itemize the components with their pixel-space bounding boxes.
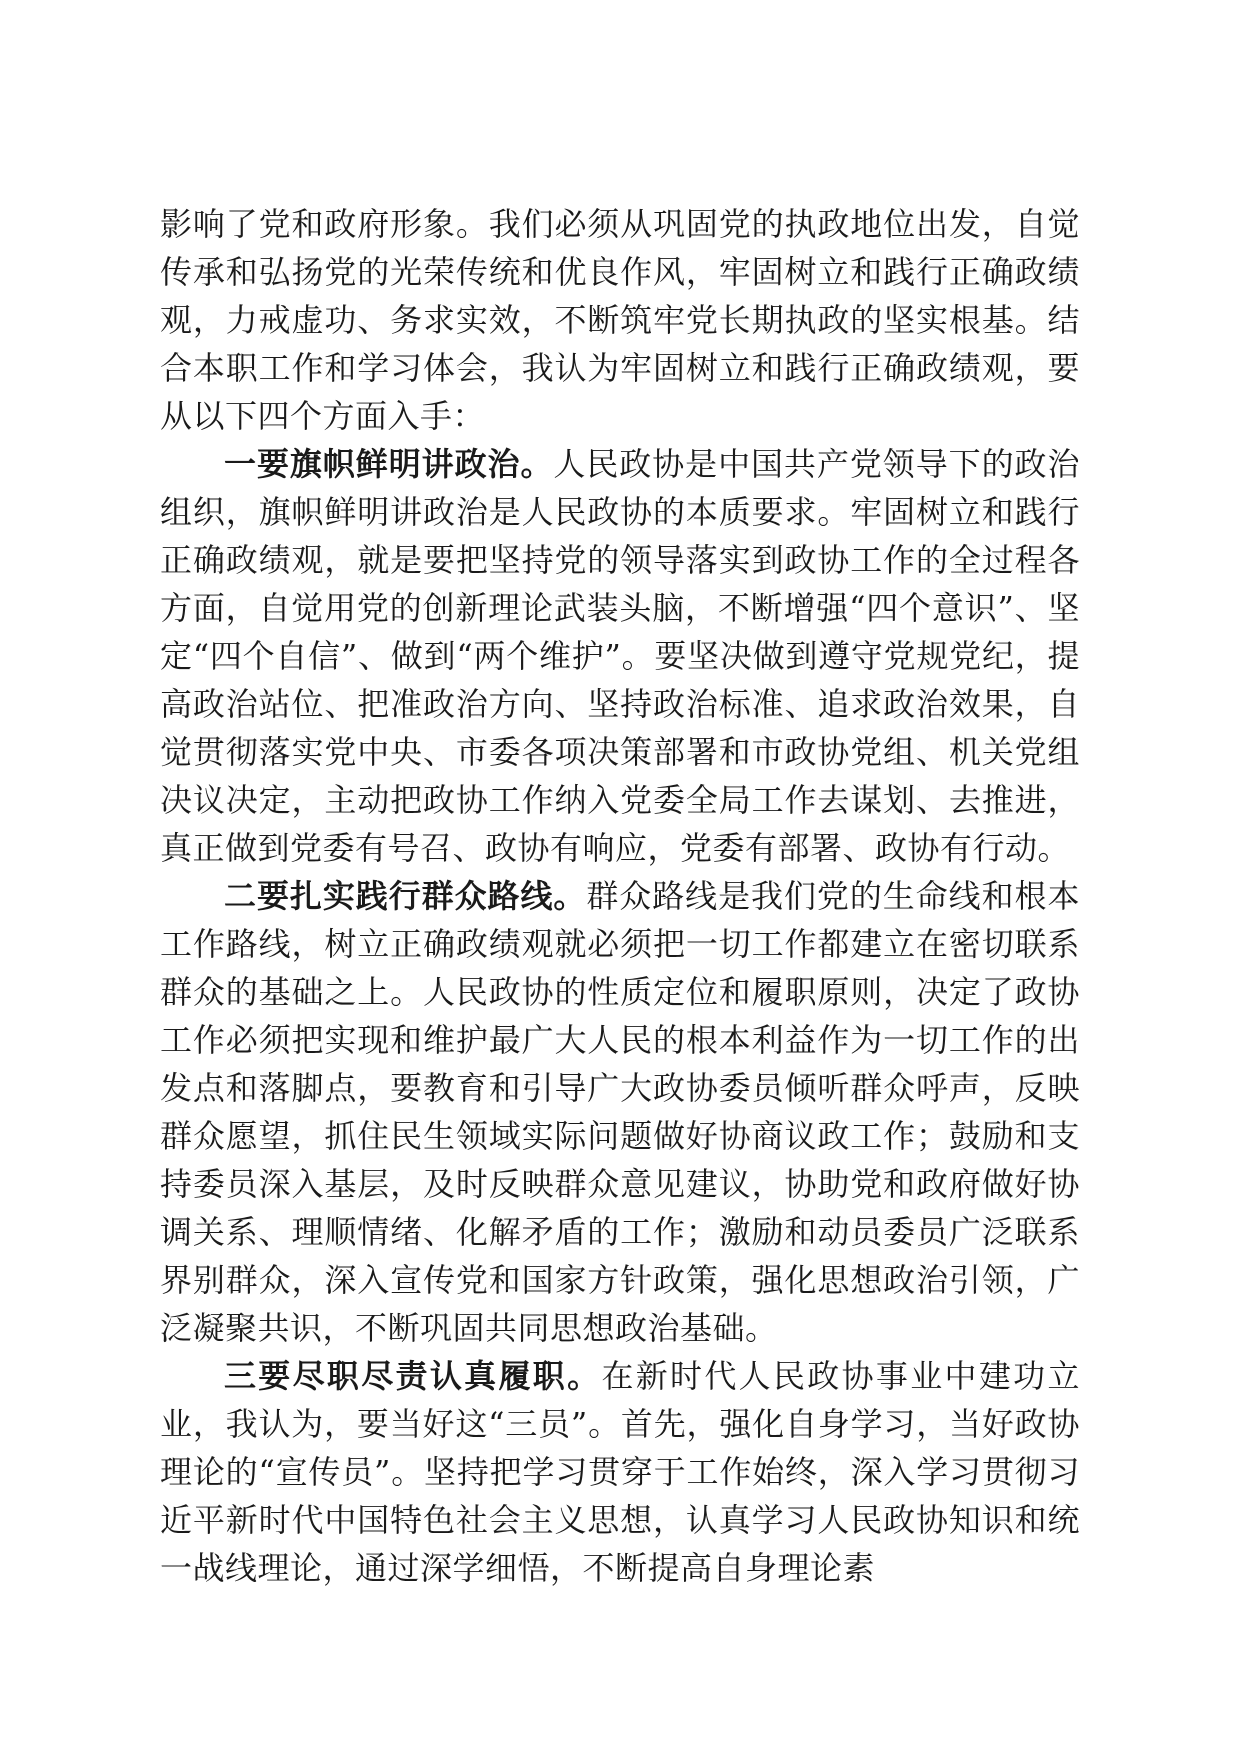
paragraph-intro xyxy=(160,200,1080,440)
paragraph-duties-heading: 三要尽职尽责认真履职。 xyxy=(224,1357,602,1395)
paragraph-mass-line-heading: 二要扎实践行群众路线。 xyxy=(224,877,587,915)
paragraph-intro-text: 影响了党和政府形象。我们必须从巩固党的执政地位出发，自觉传承和弘扬党的光荣传统和优良作风，牢固树立和践行正确政绩观，力戒虚功、务求实效，不断筑牢党长期执政的坚实根基。结合本职工作和学习体会，我认为牢固树立和践行正确政绩观，要从以下四个方面入手： xyxy=(160,205,1080,435)
paragraph-politics-heading: 一要旗帜鲜明讲政治。 xyxy=(224,445,554,483)
paragraph-politics-text: 人民政协是中国共产党领导下的政治组织，旗帜鲜明讲政治是人民政协的本质要求。牢固树立和践行正确政绩观，就是要把坚持党的领导落实到政协工作的全过程各方面，自觉用党的创新理论武装头脑，不断增强“四个意识”、坚定“四个自信”、做到“两个维护”。要坚决做到遵守党规党纪，提高政治站位、把准政治方向、坚持政治标准、追求政治效果，自觉贯彻落实党中央、市委各项决策部署和市政协党组、机关党组决议决定，主动把政协工作纳入党委全局工作去谋划、去推进，真正做到党委有号召、政协有响应，党委有部署、政协有行动。 xyxy=(160,445,1080,867)
paragraph-duties xyxy=(160,1352,1080,1592)
paragraph-mass-line xyxy=(160,872,1080,1352)
paragraph-politics xyxy=(160,440,1080,872)
document-body xyxy=(160,200,1080,1592)
paragraph-mass-line-text: 群众路线是我们党的生命线和根本工作路线，树立正确政绩观就必须把一切工作都建立在密切联系群众的基础之上。人民政协的性质定位和履职原则，决定了政协工作必须把实现和维护最广大人民的根本利益作为一切工作的出发点和落脚点，要教育和引导广大政协委员倾听群众呼声，反映群众愿望，抓住民生领域实际问题做好协商议政工作；鼓励和支持委员深入基层，及时反映群众意见建议，协助党和政府做好协调关系、理顺情绪、化解矛盾的工作；激励和动员委员广泛联系界别群众，深入宣传党和国家方针政策，强化思想政治引领，广泛凝聚共识，不断巩固共同思想政治基础。 xyxy=(160,877,1080,1347)
paragraph-duties-text: 在新时代人民政协事业中建功立业，我认为，要当好这“三员”。首先，强化自身学习，当好政协理论的“宣传员”。坚持把学习贯穿于工作始终，深入学习贯彻习近平新时代中国特色社会主义思想，认真学习人民政协知识和统一战线理论，通过深学细悟，不断提高自身理论素 xyxy=(160,1357,1080,1587)
